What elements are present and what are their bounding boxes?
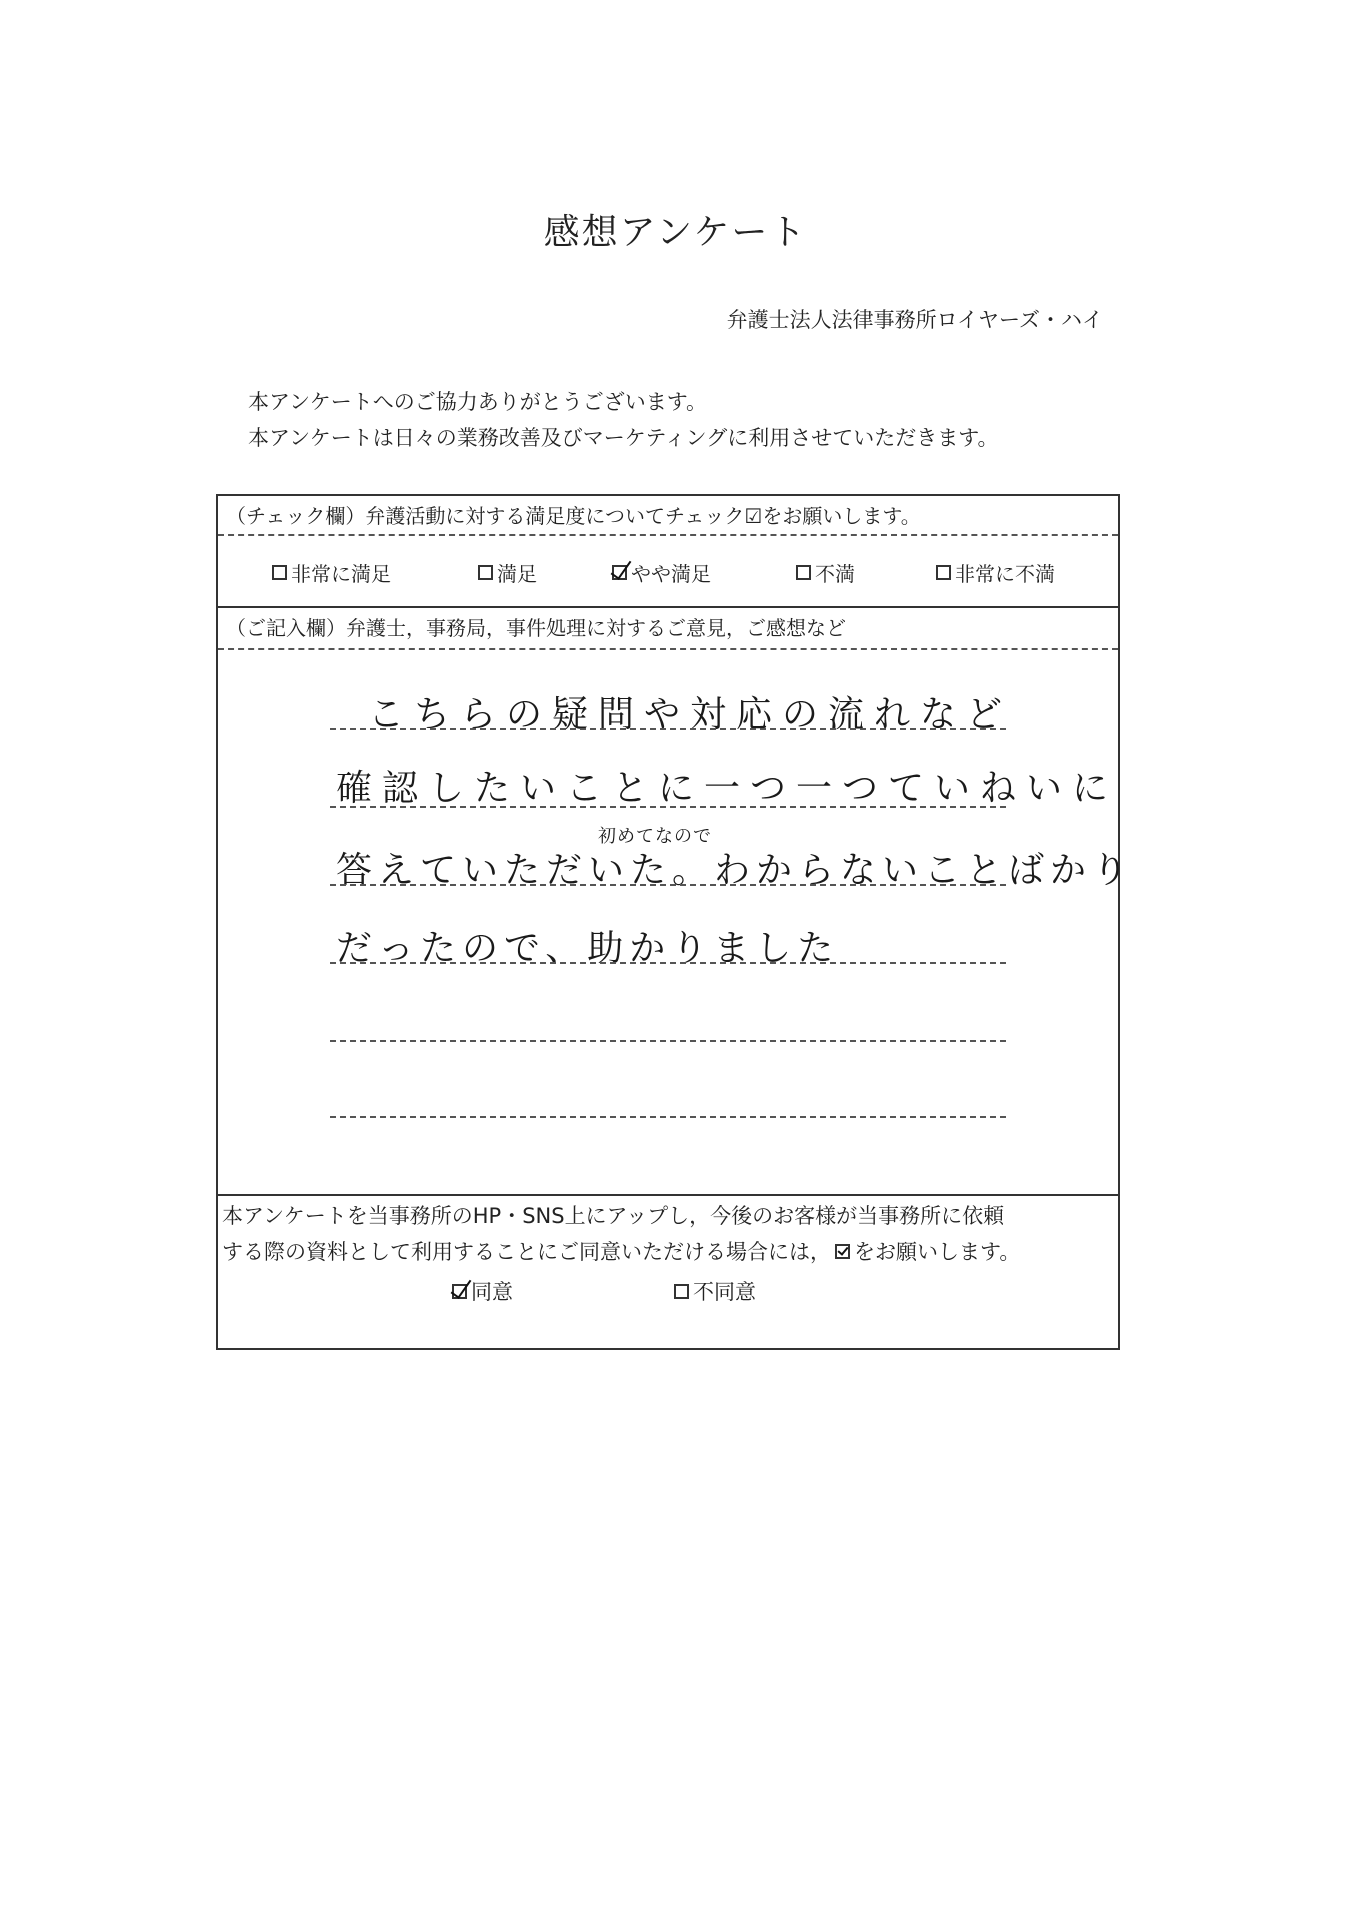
writing-line (330, 728, 1006, 730)
divider (218, 648, 1118, 650)
option-somewhat-satisfied[interactable]: やや満足 (612, 558, 711, 587)
consent-line-2: する際の資料として利用することにご同意いただける場合には， をお願いします。 (222, 1240, 1021, 1264)
option-very-dissatisfied[interactable]: 非常に不満 (936, 558, 1055, 587)
option-satisfied[interactable]: 満足 (478, 558, 537, 587)
writing-line (330, 1116, 1006, 1118)
checkbox-icon[interactable] (272, 565, 287, 580)
handwritten-line-4: だったので、助かりました (336, 928, 840, 969)
organization-name: 弁護士法人法律事務所ロイヤーズ・ハイ (726, 308, 1103, 332)
writing-line (330, 1040, 1006, 1042)
divider (218, 1194, 1118, 1196)
check-section-header: （チェック欄）弁護活動に対する満足度についてチェック☑をお願いします。 (226, 504, 921, 528)
survey-form (216, 494, 1135, 1350)
checkbox-icon[interactable] (796, 565, 811, 580)
checked-checkbox-icon[interactable] (612, 565, 627, 580)
handwritten-line-2: 確認したいことに一つ一つていねいに (336, 768, 1119, 809)
agree-option[interactable]: 同意 (452, 1276, 513, 1306)
handwritten-line-3: 答えていただいた。わからないことばかり (336, 850, 1135, 891)
divider (218, 534, 1118, 536)
writing-line (330, 806, 1006, 808)
handwritten-line-1: こちらの疑問や対応の流れなど (368, 694, 1013, 735)
disagree-option[interactable]: 不同意 (674, 1276, 756, 1306)
checked-checkbox-icon (835, 1244, 850, 1259)
writing-line (330, 962, 1006, 964)
page-title: 感想アンケート (543, 212, 808, 253)
consent-line-1: 本アンケートを当事務所のHP・SNS上にアップし，今後のお客様が当事務所に依頼 (222, 1204, 1005, 1228)
handwritten-insert: 初めてなので (598, 826, 712, 847)
option-dissatisfied[interactable]: 不満 (796, 558, 855, 587)
checkbox-icon[interactable] (478, 565, 493, 580)
intro-line-1: 本アンケートへのご協力ありがとうございます。 (248, 390, 708, 414)
writing-line (330, 884, 1006, 886)
divider (218, 606, 1118, 608)
intro-line-2: 本アンケートは日々の業務改善及びマーケティングに利用させていただきます。 (248, 426, 999, 450)
checkbox-icon[interactable] (674, 1284, 689, 1299)
option-very-satisfied[interactable]: 非常に満足 (272, 558, 391, 587)
checked-checkbox-icon[interactable] (452, 1284, 467, 1299)
comment-section-header: （ご記入欄）弁護士，事務局，事件処理に対するご意見，ご感想など (226, 616, 846, 640)
checkbox-icon[interactable] (936, 565, 951, 580)
